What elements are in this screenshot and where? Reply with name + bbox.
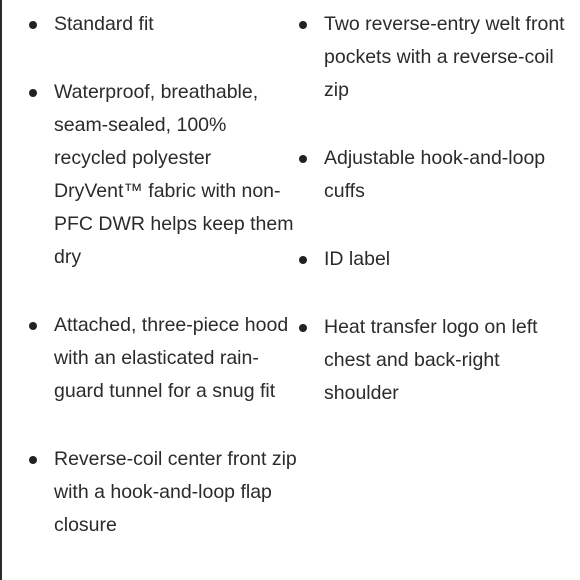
bullet-icon bbox=[29, 89, 37, 97]
feature-text: Reverse-coil center front zip with a hook-and-loop flap closure bbox=[54, 448, 297, 536]
left-border-line bbox=[0, 0, 2, 580]
list-item bbox=[54, 309, 304, 408]
bullet-icon bbox=[29, 456, 37, 464]
bullet-icon bbox=[299, 324, 307, 332]
list-item bbox=[54, 76, 304, 274]
bullet-icon bbox=[299, 155, 307, 163]
feature-list-right bbox=[324, 8, 574, 445]
feature-text: ID label bbox=[324, 248, 391, 270]
feature-text: Waterproof, breathable, seam-sealed, 100% recycled polyester DryVent™ fabric with non-PFC DWR helps keep them dry bbox=[54, 81, 294, 268]
list-item bbox=[54, 443, 304, 542]
feature-list-left bbox=[54, 8, 304, 577]
feature-text: Heat transfer logo on left chest and back-right shoulder bbox=[324, 316, 538, 404]
bullet-icon bbox=[299, 256, 307, 264]
bullet-icon bbox=[29, 322, 37, 330]
list-item bbox=[54, 8, 304, 41]
feature-text: Standard fit bbox=[54, 13, 154, 35]
feature-text: Adjustable hook-and-loop cuffs bbox=[324, 147, 546, 202]
list-item bbox=[324, 243, 574, 276]
feature-text: Attached, three-piece hood with an elasticated rain-guard tunnel for a snug fit bbox=[54, 314, 289, 402]
bullet-icon bbox=[299, 21, 307, 29]
list-item bbox=[324, 8, 574, 107]
bullet-icon bbox=[29, 21, 37, 29]
feature-text: Two reverse-entry welt front pockets with a reverse-coil zip bbox=[324, 13, 565, 101]
list-item bbox=[324, 311, 574, 410]
list-item bbox=[324, 142, 574, 208]
